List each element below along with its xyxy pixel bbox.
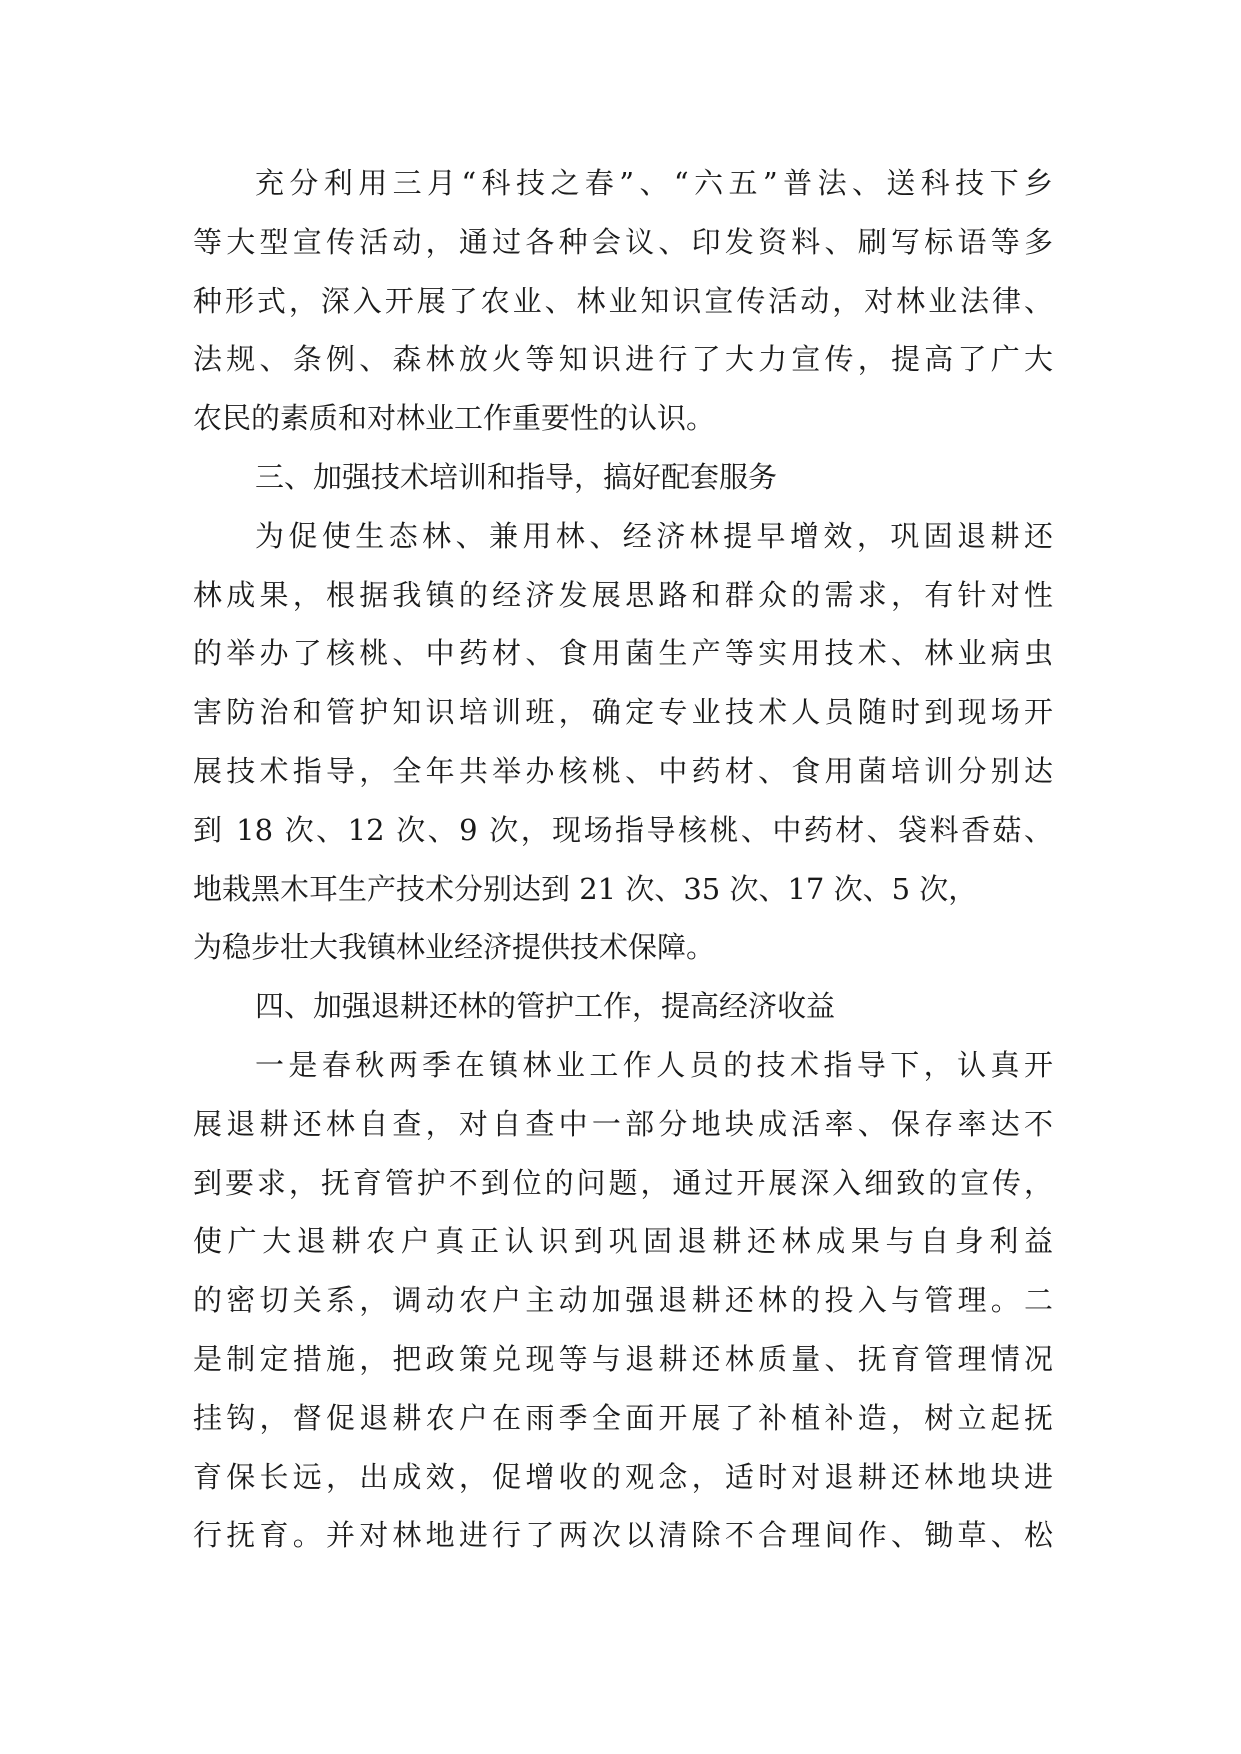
- section-heading: 四、加强退耕还林的管护工作，提高经济收益: [255, 989, 836, 1024]
- text-line: 的举办了核桃、中药材、食用菌生产等实用技术、林业病虫: [193, 636, 1053, 671]
- document-body: [193, 154, 1053, 1565]
- text-line: 育保长远，出成效，促增收的观念，适时对退耕还林地块进: [193, 1459, 1053, 1494]
- text-line: 的密切关系，调动农户主动加强退耕还林的投入与管理。二: [193, 1283, 1053, 1318]
- text-line: 展技术指导，全年共举办核桃、中药材、食用菌培训分别达: [193, 753, 1053, 788]
- text-line: 展退耕还林自查，对自查中一部分地块成活率、保存率达不: [193, 1106, 1053, 1141]
- text-line: 充分利用三月“科技之春”、“六五”普法、送科技下乡: [255, 166, 1053, 200]
- text-line: 到要求，抚育管护不到位的问题，通过开展深入细致的宣传，: [193, 1165, 1053, 1200]
- text-line: 林成果，根据我镇的经济发展思路和群众的需求，有针对性: [193, 577, 1053, 612]
- text-line: 挂钩，督促退耕农户在雨季全面开展了补植补造，树立起抚: [193, 1400, 1053, 1435]
- text-line: 一是春秋两季在镇林业工作人员的技术指导下，认真开: [255, 1047, 1053, 1082]
- text-line: 为稳步壮大我镇林业经济提供技术保障。: [193, 930, 716, 965]
- text-line: 行抚育。并对林地进行了两次以清除不合理间作、锄草、松: [193, 1518, 1053, 1553]
- text-line: 为促使生态林、兼用林、经济林提早增效，巩固退耕还: [255, 518, 1053, 553]
- text-line: 农民的素质和对林业工作重要性的认识。: [193, 401, 716, 436]
- text-line: 到 18 次、12 次、9 次，现场指导核桃、中药材、袋料香菇、: [193, 812, 1053, 847]
- text-line: 等大型宣传活动，通过各种会议、印发资料、刷写标语等多: [193, 224, 1053, 259]
- section-heading: 三、加强技术培训和指导，搞好配套服务: [255, 459, 778, 494]
- text-line: 法规、条例、森林放火等知识进行了大力宣传，提高了广大: [193, 342, 1053, 377]
- text-line: 害防治和管护知识培训班，确定专业技术人员随时到现场开: [193, 695, 1053, 730]
- text-line: 种形式，深入开展了农业、林业知识宣传活动，对林业法律、: [193, 283, 1053, 318]
- text-line: 地栽黑木耳生产技术分别达到 21 次、35 次、17 次、5 次，: [193, 871, 978, 906]
- text-line: 使广大退耕农户真正认识到巩固退耕还林成果与自身利益: [193, 1224, 1053, 1259]
- text-line: 是制定措施，把政策兑现等与退耕还林质量、抚育管理情况: [193, 1341, 1053, 1376]
